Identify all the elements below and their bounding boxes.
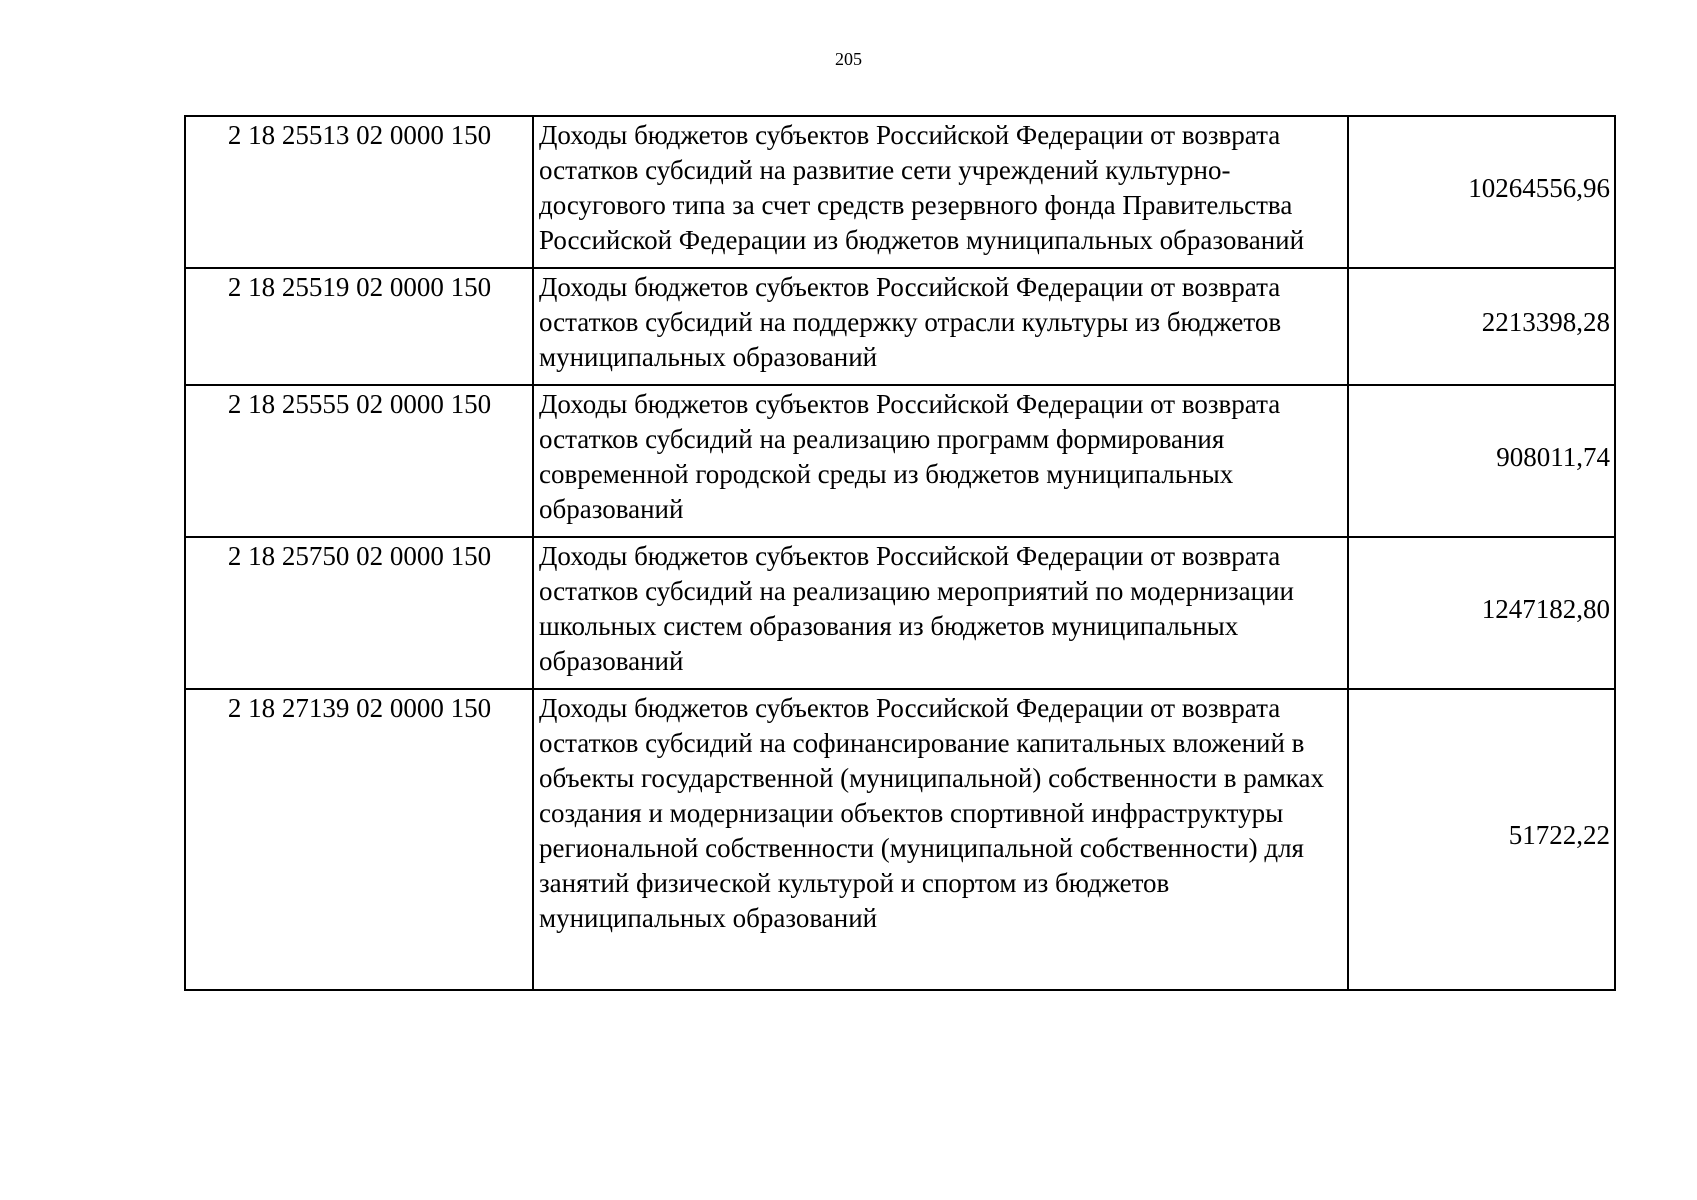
budget-code-cell: 2 18 25513 02 0000 150 — [185, 116, 533, 268]
budget-code-cell: 2 18 27139 02 0000 150 — [185, 689, 533, 990]
table-row — [185, 116, 1615, 268]
table-row — [185, 537, 1615, 689]
budget-code-cell: 2 18 25555 02 0000 150 — [185, 385, 533, 537]
description-cell: Доходы бюджетов субъектов Российской Федерации от возврата остатков субсидий на софинансирование капитальных вложений в объекты государственной (муниципальной) собственности в рамках создания и модернизации объектов спортивной инфраструктуры региональной собственности (муниципальной собственности) для занятий физической культурой и спортом из бюджетов муниципальных образований — [533, 689, 1348, 990]
table-row — [185, 689, 1615, 990]
amount-cell: 51722,22 — [1348, 689, 1615, 990]
amount-cell: 908011,74 — [1348, 385, 1615, 537]
amount-cell: 10264556,96 — [1348, 116, 1615, 268]
budget-code-cell: 2 18 25750 02 0000 150 — [185, 537, 533, 689]
amount-cell: 2213398,28 — [1348, 268, 1615, 385]
table-row — [185, 385, 1615, 537]
description-cell: Доходы бюджетов субъектов Российской Федерации от возврата остатков субсидий на поддержку отрасли культуры из бюджетов муниципальных образований — [533, 268, 1348, 385]
description-cell: Доходы бюджетов субъектов Российской Федерации от возврата остатков субсидий на реализацию мероприятий по модернизации школьных систем образования из бюджетов муниципальных образований — [533, 537, 1348, 689]
table-row — [185, 268, 1615, 385]
description-cell: Доходы бюджетов субъектов Российской Федерации от возврата остатков субсидий на реализацию программ формирования современной городской среды из бюджетов муниципальных образований — [533, 385, 1348, 537]
amount-cell: 1247182,80 — [1348, 537, 1615, 689]
page-number: 205 — [835, 49, 862, 69]
description-cell: Доходы бюджетов субъектов Российской Федерации от возврата остатков субсидий на развитие сети учреждений культурно-досугового типа за счет средств резервного фонда Правительства Российской Федерации из бюджетов муниципальных образований — [533, 116, 1348, 268]
budget-revenue-table — [184, 115, 1616, 991]
budget-code-cell: 2 18 25519 02 0000 150 — [185, 268, 533, 385]
